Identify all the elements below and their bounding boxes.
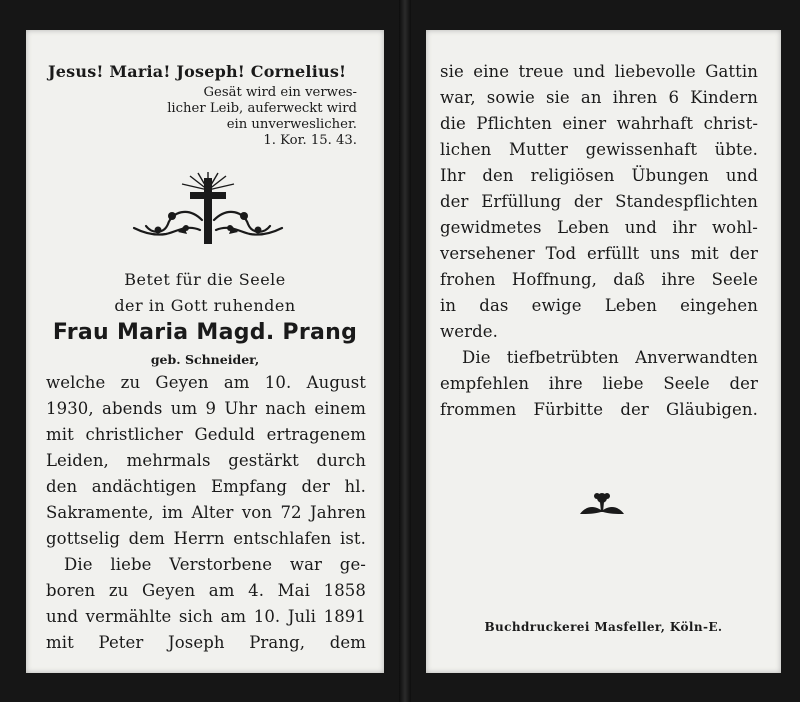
body-line-4: Leiden, mehrmals gestärkt durch: [46, 451, 366, 470]
invocation: Jesus! Maria! Joseph! Cornelius!: [48, 62, 347, 81]
body-line-10: und vermählte sich am 10. Juli 1891: [46, 607, 366, 626]
right-line-13: empfehlen ihre liebe Seele der: [440, 374, 758, 393]
scripture-quote-line-1: Gesät wird ein verwes-: [203, 85, 357, 100]
body-line-7: gottselig dem Herrn entschlafen ist.: [46, 529, 366, 548]
right-line-8: versehener Tod erfüllt uns mit der: [440, 244, 758, 263]
deceased-name: Frau Maria Magd. Prang: [52, 320, 358, 345]
card-fold: [399, 0, 411, 702]
body-line-9: boren zu Geyen am 4. Mai 1858: [46, 581, 366, 600]
scripture-quote-line-2: licher Leib, auferweckt wird: [167, 101, 357, 116]
body-line-5: den andächtigen Empfang der hl.: [46, 477, 366, 496]
right-line-5: Ihr den religiösen Übungen und: [440, 166, 758, 185]
left-page: [26, 30, 384, 673]
right-line-4: lichen Mutter gewissenhaft übte.: [440, 140, 758, 159]
right-line-1: sie eine treue und liebevolle Gattin: [440, 62, 758, 81]
right-line-9: frohen Hoffnung, daß ihre Seele: [440, 270, 758, 289]
right-page: [426, 30, 781, 673]
body-line-3: mit christlicher Geduld ertragenem: [46, 425, 366, 444]
intro-line-1: Betet für die Seele: [124, 270, 286, 289]
right-line-14: frommen Fürbitte der Gläubigen.: [440, 400, 758, 419]
right-line-2: war, sowie sie an ihren 6 Kindern: [440, 88, 758, 107]
right-line-10: in das ewige Leben eingehen: [440, 296, 758, 315]
printer-imprint: Buchdruckerei Masfeller, Köln-E.: [484, 620, 723, 634]
right-line-7: gewidmetes Leben und ihr wohl-: [440, 218, 758, 237]
right-line-11: werde.: [440, 322, 498, 341]
cross-ornament-icon: [128, 172, 288, 246]
body-line-1: welche zu Geyen am 10. August: [46, 373, 366, 392]
maiden-name: geb. Schneider,: [150, 352, 260, 367]
right-line-12: Die tiefbetrübten Anverwandten: [462, 348, 758, 367]
scripture-quote-line-3: ein unverweslicher.: [226, 117, 357, 132]
body-line-6: Sakramente, im Alter von 72 Jahren: [46, 503, 366, 522]
right-line-3: die Pflichten einer wahrhaft christ-: [440, 114, 758, 133]
body-line-8: Die liebe Verstorbene war ge-: [64, 555, 366, 574]
body-line-11: mit Peter Joseph Prang, dem: [46, 633, 366, 652]
body-line-2: 1930, abends um 9 Uhr nach einem: [46, 399, 366, 418]
right-line-6: der Erfüllung der Standespflichten: [440, 192, 758, 211]
flower-emblem-icon: [578, 488, 626, 522]
scripture-reference: 1. Kor. 15. 43.: [263, 133, 357, 148]
intro-line-2: der in Gott ruhenden: [114, 296, 296, 315]
